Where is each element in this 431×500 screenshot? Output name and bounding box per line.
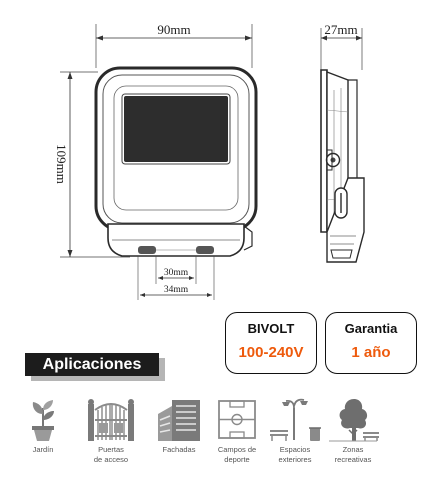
mount-inner-label: 30mm [163,268,189,278]
garden-plant-icon [21,396,65,442]
applications-row [0,396,431,500]
height-label: 109mm [54,144,69,184]
street-lamp-icon [266,396,324,442]
app-label-line: Puertas [98,445,124,454]
warranty-title: Garantia [344,321,398,336]
mount-outer-label: 34mm [163,285,189,295]
app-label-line: exteriores [278,455,312,464]
warranty-value: 1 año [351,344,391,361]
width-label: 90mm [157,22,191,37]
voltage-value: 100-240V [238,344,304,361]
side-view [321,70,364,262]
app-label-line: Espacios [279,445,311,454]
app-item-gate [76,396,146,465]
app-label-line: de acceso [93,455,129,464]
depth-label: 27mm [324,22,358,37]
app-label-line: recreativas [334,455,372,464]
app-label-line: Campos de [217,445,257,454]
warranty-card [325,312,417,374]
voltage-title: BIVOLT [247,321,295,336]
app-label-line: deporte [224,455,250,464]
applications-title: Aplicaciones [25,353,159,376]
app-label-line: Fachadas [162,445,196,454]
app-item-garden [8,396,78,455]
app-item-recreational-zones [318,396,388,465]
mount-dimensions [138,256,214,300]
gate-icon [85,396,137,442]
app-label-line: Jardín [32,445,54,454]
building-facade-icon [156,396,202,442]
voltage-card [225,312,317,374]
app-label-line: Zonas [342,445,364,454]
depth-dimension [321,22,362,70]
applications-banner [25,353,165,380]
front-view [96,68,256,256]
width-dimension [96,22,252,68]
park-tree-icon [325,396,381,442]
sports-field-icon [213,396,261,442]
